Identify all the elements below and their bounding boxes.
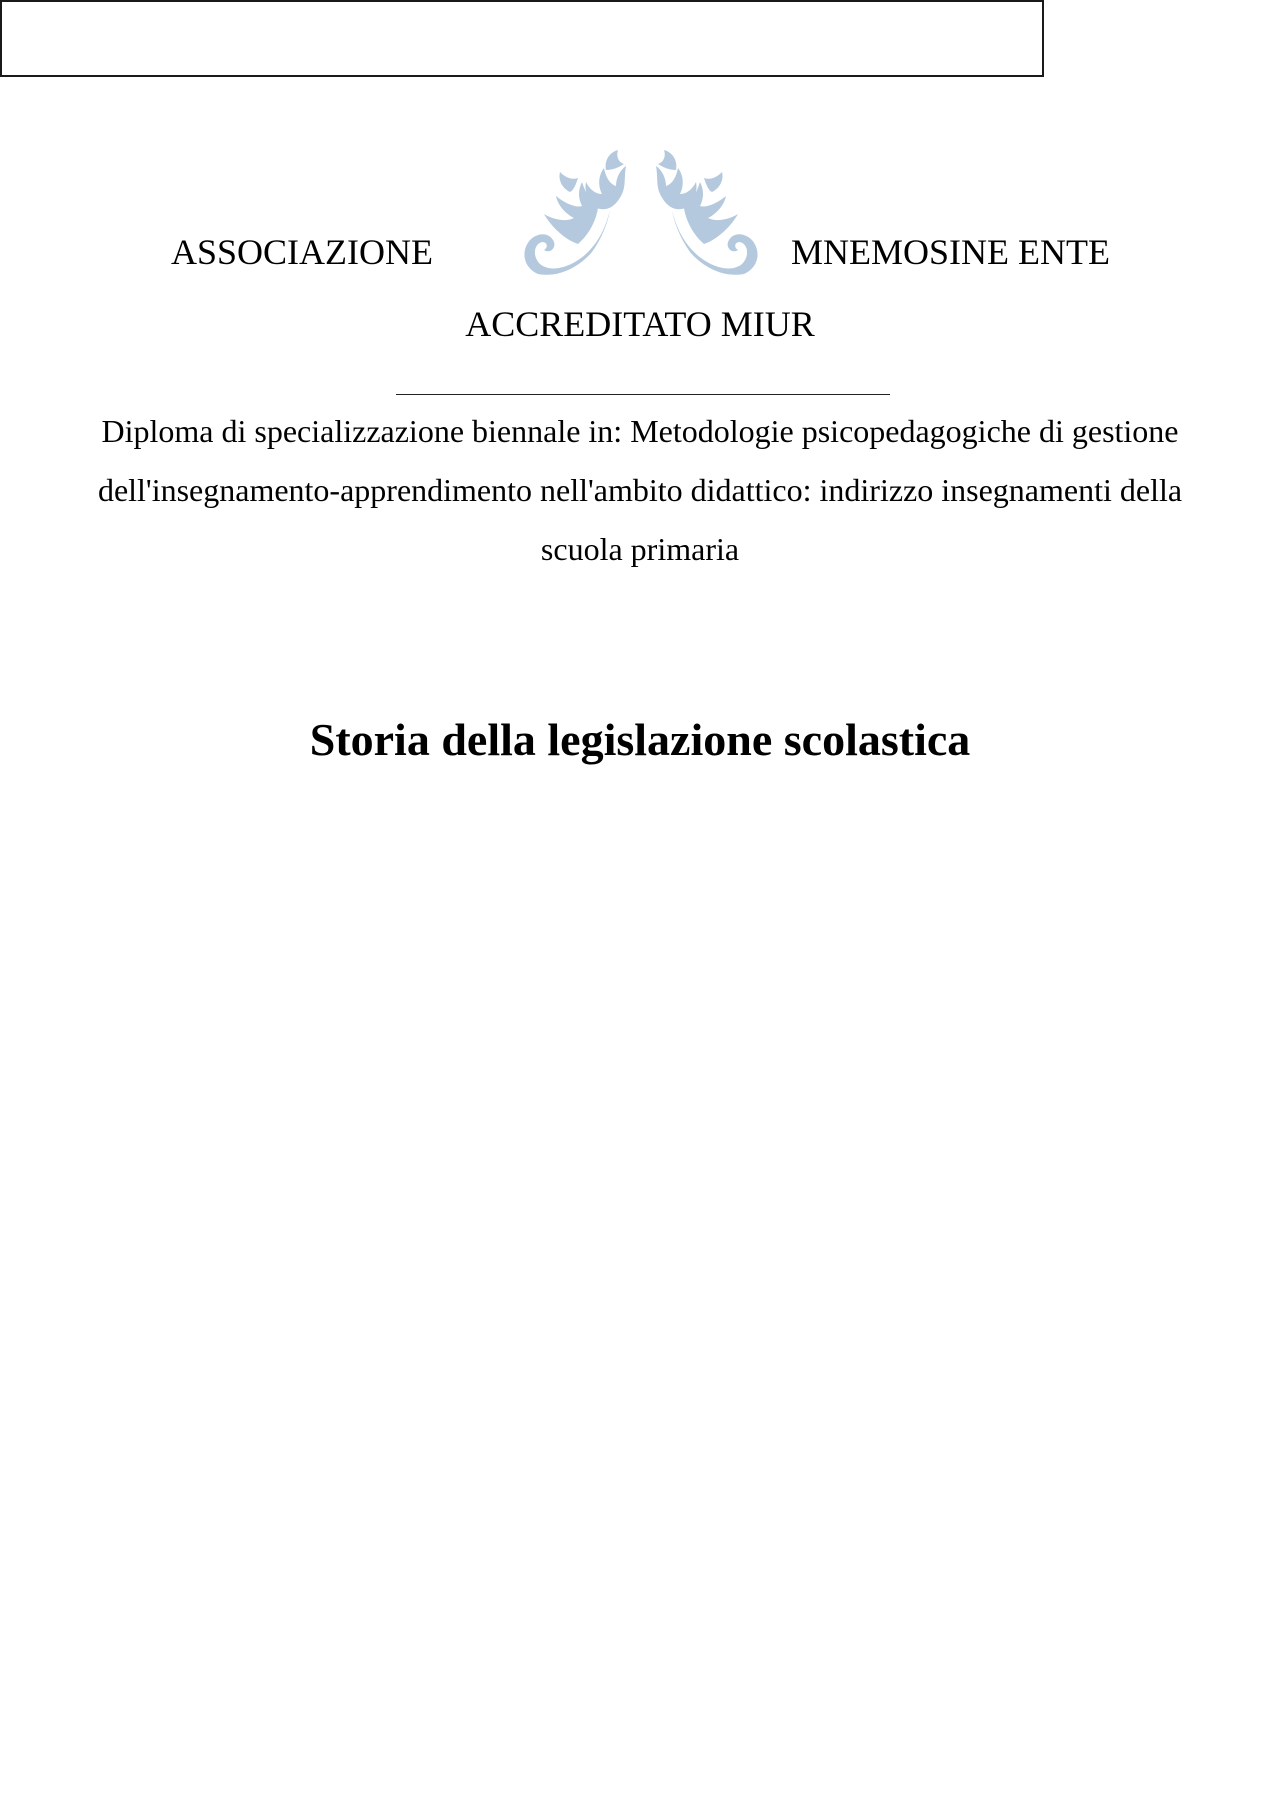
association-name-left: ASSOCIAZIONE [171,232,434,272]
floral-ornament-icon [518,148,764,282]
header-frame-box [0,0,1044,77]
association-name-right: MNEMOSINE ENTE [791,232,1110,272]
accreditation-line: ACCREDITATO MIUR [465,304,815,344]
diploma-description: Diploma di specializzazione biennale in: Metodologie psicopedagogiche di gestione dell'insegnamento-apprendimento nell'ambito didattico: indirizzo insegnamenti della scuola primaria [97,413,1183,567]
separator-rule [396,394,890,395]
document-title: Storia della legislazione scolastica [309,714,971,765]
